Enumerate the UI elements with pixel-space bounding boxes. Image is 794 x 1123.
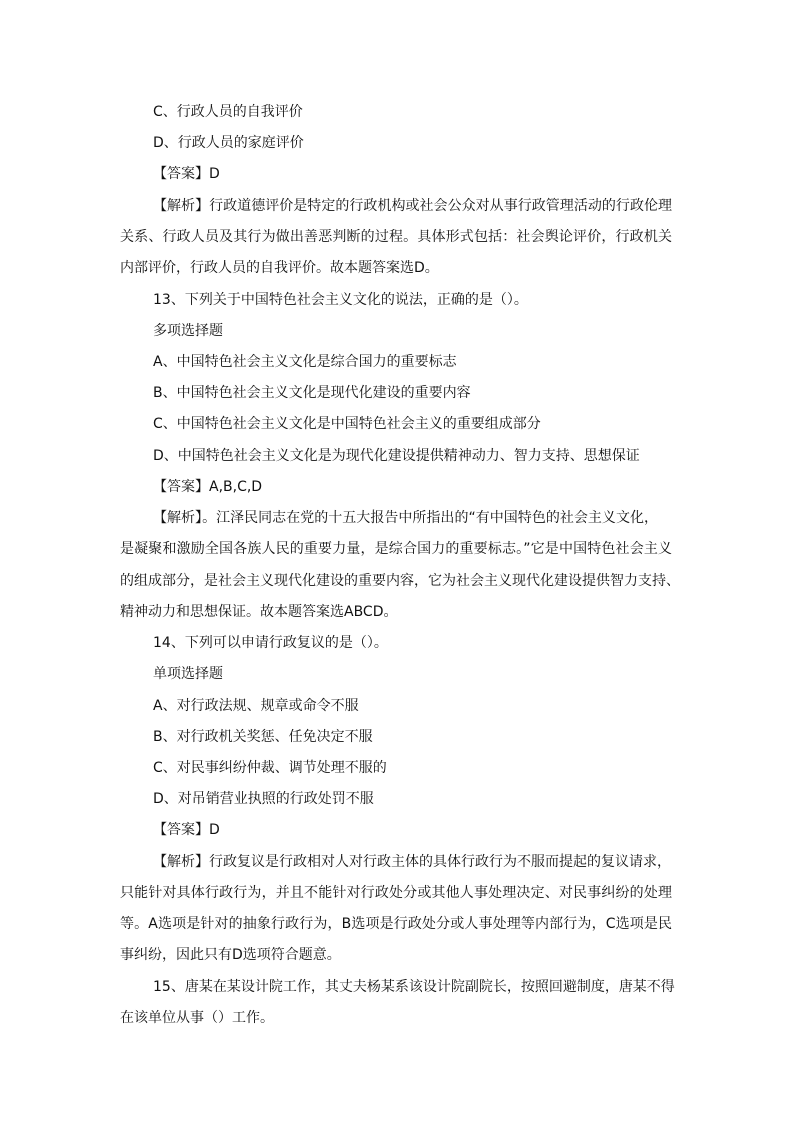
option-c-q13: C、中国特色社会主义文化是中国特色社会主义的重要组成部分	[153, 416, 541, 432]
answer-q13: 【答案】A,B,C,D	[153, 479, 263, 495]
question-type-q14: 单项选择题	[153, 666, 223, 682]
option-c-q12: C、行政人员的自我评价	[153, 104, 303, 120]
analysis-q13-line3: 的组成部分，是社会主义现代化建设的重要内容，它为社会主义现代化建设提供智力支持、	[120, 573, 680, 589]
analysis-q14-line2: 只能针对具体行政行为，并且不能针对行政处分或其他人事处理决定、对民事纠纷的处理	[120, 885, 672, 901]
analysis-q12-line2: 关系、行政人员及其行为做出善恶判断的过程。具体形式包括：社会舆论评价，行政机关	[120, 229, 672, 245]
analysis-q14-line4: 事纠纷，因此只有D选项符合题意。	[120, 947, 341, 963]
option-d-q12: D、行政人员的家庭评价	[153, 135, 304, 151]
question-15-line2: 在该单位从事（）工作。	[120, 1010, 274, 1026]
analysis-q13-line2: 是凝聚和激励全国各族人民的重要力量，是综合国力的重要标志。”它是中国特色社会主义	[120, 541, 672, 557]
analysis-q12-line1: 【解析】行政道德评价是特定的行政机构或社会公众对从事行政管理活动的行政伦理	[153, 198, 672, 214]
analysis-q13-line1: 【解析】。江泽民同志在党的十五大报告中所指出的“有中国特色的社会主义文化，	[153, 510, 658, 526]
option-d-q14: D、对吊销营业执照的行政处罚不服	[153, 791, 374, 807]
question-14: 14、下列可以申请行政复议的是（）。	[153, 635, 388, 651]
option-b-q14: B、对行政机关奖惩、任免决定不服	[153, 729, 373, 745]
question-type-q13: 多项选择题	[153, 323, 223, 339]
question-15-line1: 15、唐某在某设计院工作，其丈夫杨某系该设计院副院长，按照回避制度，唐某不得	[153, 979, 675, 995]
option-d-q13: D、中国特色社会主义文化是为现代化建设提供精神动力、智力支持、思想保证	[153, 448, 640, 464]
analysis-q13-line4: 精神动力和思想保证。故本题答案选ABCD。	[120, 604, 398, 620]
analysis-q14-line3: 等。A选项是针对的抽象行政行为，B选项是行政处分或人事处理等内部行为，C选项是民	[120, 916, 672, 932]
option-a-q13: A、中国特色社会主义文化是综合国力的重要标志	[153, 354, 457, 370]
analysis-q14-line1: 【解析】行政复议是行政相对人对行政主体的具体行政行为不服而提起的复议请求，	[153, 854, 671, 870]
option-a-q14: A、对行政法规、规章或命令不服	[153, 698, 359, 714]
question-13: 13、下列关于中国特色社会主义文化的说法，正确的是（）。	[153, 292, 528, 308]
answer-q14: 【答案】D	[153, 822, 220, 838]
answer-q12: 【答案】D	[153, 166, 220, 182]
option-c-q14: C、对民事纠纷仲裁、调节处理不服的	[153, 760, 387, 776]
option-b-q13: B、中国特色社会主义文化是现代化建设的重要内容	[153, 385, 471, 401]
analysis-q12-line3: 内部评价，行政人员的自我评价。故本题答案选D。	[120, 260, 439, 276]
